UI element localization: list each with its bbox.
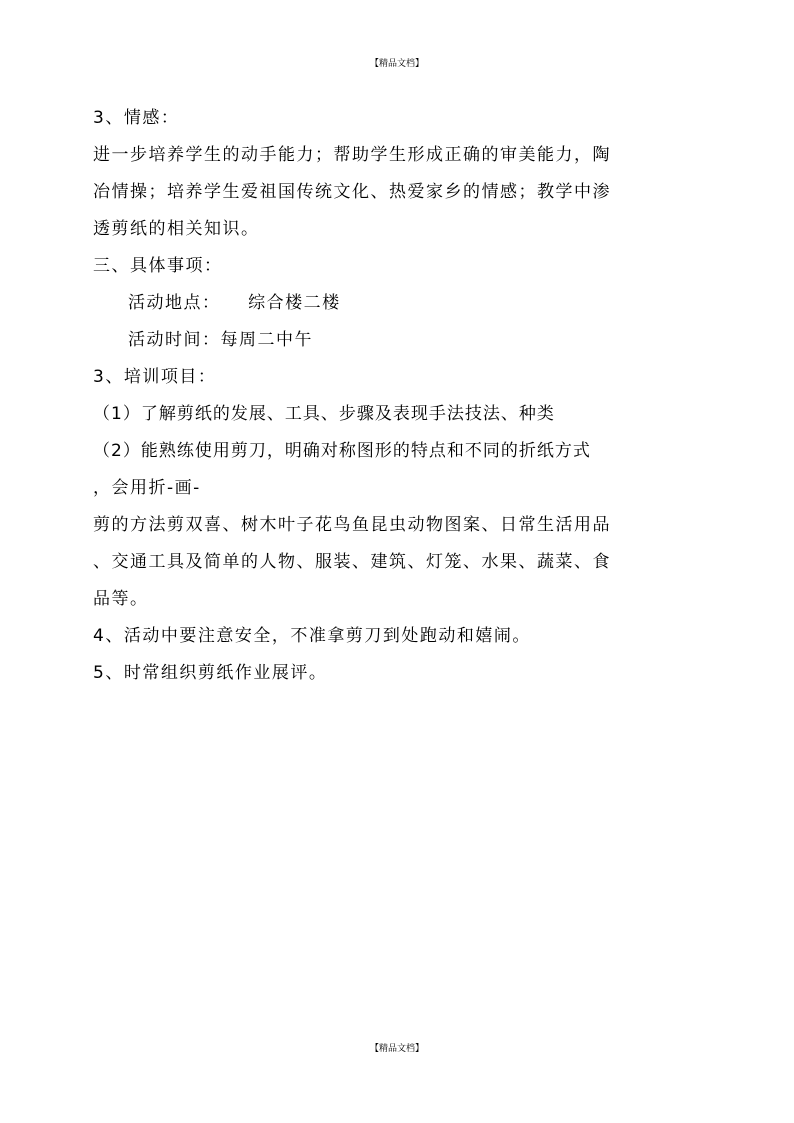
- page-footer: 【精品文档】: [369, 1044, 424, 1054]
- paragraph-line: 、交通工具及简单的人物、服装、建筑、灯笼、水果、蔬菜、食: [93, 552, 611, 572]
- paragraph-line: 透剪纸的相关知识。: [93, 219, 260, 239]
- section-heading-details: 三、具体事项：: [93, 256, 223, 276]
- paragraph-line: 品等。: [93, 589, 149, 609]
- paragraph-line: 冶情操；培养学生爱祖国传统文化、热爱家乡的情感；教学中渗: [93, 182, 611, 202]
- activity-location: 活动地点： 综合楼二楼: [128, 293, 341, 313]
- page-header: 【精品文档】: [369, 59, 424, 69]
- activity-time: 活动时间：每周二中午: [128, 330, 313, 350]
- document-body: [93, 100, 703, 692]
- safety-note: 4、活动中要注意安全，不准拿剪刀到处跑动和嬉闹。: [93, 626, 531, 646]
- section-heading-training: 3、培训项目：: [93, 367, 217, 387]
- paragraph-line: 进一步培养学生的动手能力；帮助学生形成正确的审美能力，陶: [93, 145, 611, 165]
- section-heading-emotion: 3、情感：: [93, 108, 180, 128]
- exhibition-note: 5、时常组织剪纸作业展评。: [93, 663, 328, 683]
- training-item-1: （1）了解剪纸的发展、工具、步骤及表现手法技法、种类: [93, 404, 555, 424]
- paragraph-line: 剪的方法剪双喜、树木叶子花鸟鱼昆虫动物图案、日常生活用品: [93, 515, 611, 535]
- paragraph-line: ，会用折-画-: [93, 478, 201, 498]
- training-item-2: （2）能熟练使用剪刀，明确对称图形的特点和不同的折纸方式: [93, 441, 591, 461]
